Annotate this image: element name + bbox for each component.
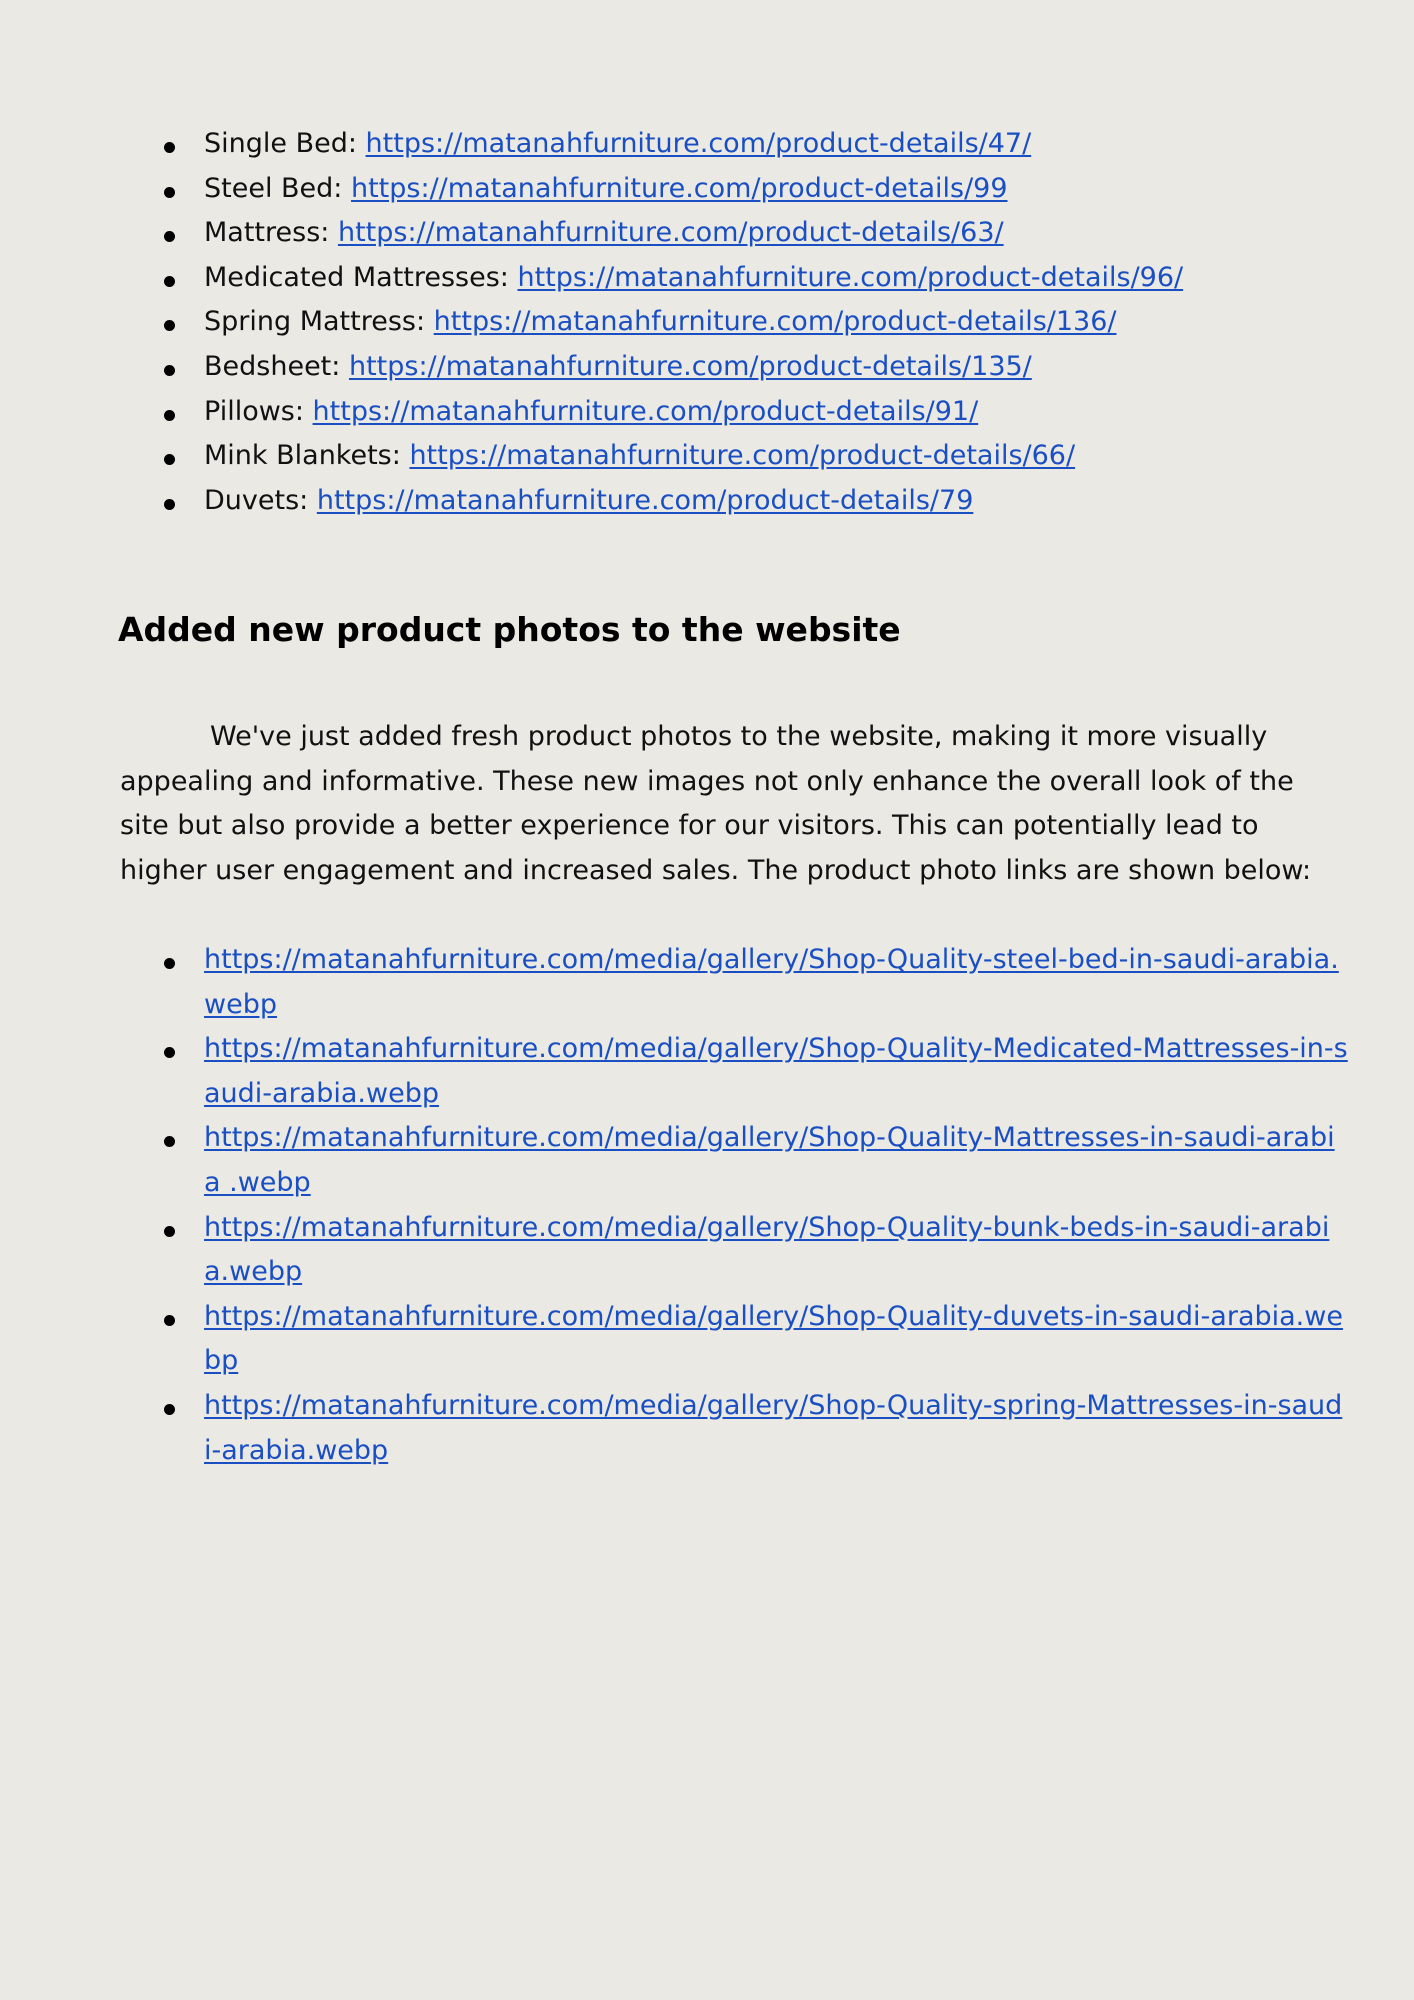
- product-link[interactable]: https://matanahfurniture.com/product-details/136/: [433, 306, 1117, 338]
- product-link[interactable]: https://matanahfurniture.com/product-details/135/: [348, 350, 1032, 382]
- product-link[interactable]: https://matanahfurniture.com/product-details/47/: [365, 128, 1032, 159]
- photo-link[interactable]: https://matanahfurniture.com/media/gallery/Shop-Quality-Mattresses-in-saudi-arabia .webp: [204, 1122, 1335, 1198]
- photo-link[interactable]: https://matanahfurniture.com/media/gallery/Shop-Quality-duvets-in-saudi-arabia.webp: [204, 1300, 1343, 1377]
- photo-link[interactable]: https://matanahfurniture.com/media/gallery/Shop-Quality-steel-bed-in-saudi-arabia.webp: [204, 944, 1339, 1020]
- section-heading: Added new product photos to the website: [118, 610, 901, 649]
- list-item: [118, 1384, 1348, 1473]
- list-item: [118, 1206, 1348, 1295]
- photo-link[interactable]: https://matanahfurniture.com/media/gallery/Shop-Quality-Medicated-Mattresses-in-saudi-arabia.webp: [204, 1033, 1348, 1109]
- product-label: Single Bed:: [204, 128, 366, 159]
- product-link[interactable]: https://matanahfurniture.com/product-details/66/: [409, 440, 1076, 472]
- product-label: Steel Bed:: [204, 172, 351, 204]
- list-item: [118, 479, 1368, 524]
- product-link[interactable]: https://matanahfurniture.com/product-details/99: [350, 172, 1008, 204]
- product-link[interactable]: https://matanahfurniture.com/product-details/91/: [312, 395, 979, 427]
- product-label: Bedsheet:: [204, 350, 349, 382]
- list-item: [118, 390, 1368, 435]
- intro-paragraph: We've just added fresh product photos to the website, making it more visually appealing and informative. These new images not only enhance the overall look of the site but also provide a better experience for our visitors. This can potentially lead to higher user engagement and increased sales. The product photo links are shown below:: [120, 721, 1312, 886]
- product-link-list: [118, 122, 1368, 523]
- list-item: [118, 1027, 1348, 1116]
- product-label: Duvets:: [204, 484, 317, 516]
- list-item: [118, 434, 1368, 479]
- product-link[interactable]: https://matanahfurniture.com/product-details/96/: [517, 261, 1184, 293]
- photo-link[interactable]: https://matanahfurniture.com/media/gallery/Shop-Quality-bunk-beds-in-saudi-arabia.webp: [204, 1211, 1330, 1288]
- product-link[interactable]: https://matanahfurniture.com/product-details/79: [316, 484, 974, 516]
- product-label: Spring Mattress:: [204, 306, 434, 338]
- list-item: [118, 211, 1368, 256]
- product-label: Pillows:: [204, 395, 313, 427]
- product-label: Medicated Mattresses:: [204, 261, 518, 293]
- list-item: [118, 345, 1368, 390]
- product-label: Mink Blankets:: [204, 440, 410, 472]
- list-item: [118, 300, 1368, 345]
- list-item: [118, 1295, 1348, 1384]
- list-item: [118, 167, 1368, 212]
- list-item: [118, 122, 1368, 167]
- product-link[interactable]: https://matanahfurniture.com/product-details/63/: [337, 217, 1004, 249]
- product-label: Mattress:: [204, 217, 338, 249]
- photo-link-list: [118, 938, 1348, 1473]
- list-item: [118, 256, 1368, 301]
- list-item: [118, 1116, 1348, 1205]
- list-item: [118, 938, 1348, 1027]
- photo-link[interactable]: https://matanahfurniture.com/media/gallery/Shop-Quality-spring-Mattresses-in-saudi-arabia.webp: [204, 1389, 1343, 1466]
